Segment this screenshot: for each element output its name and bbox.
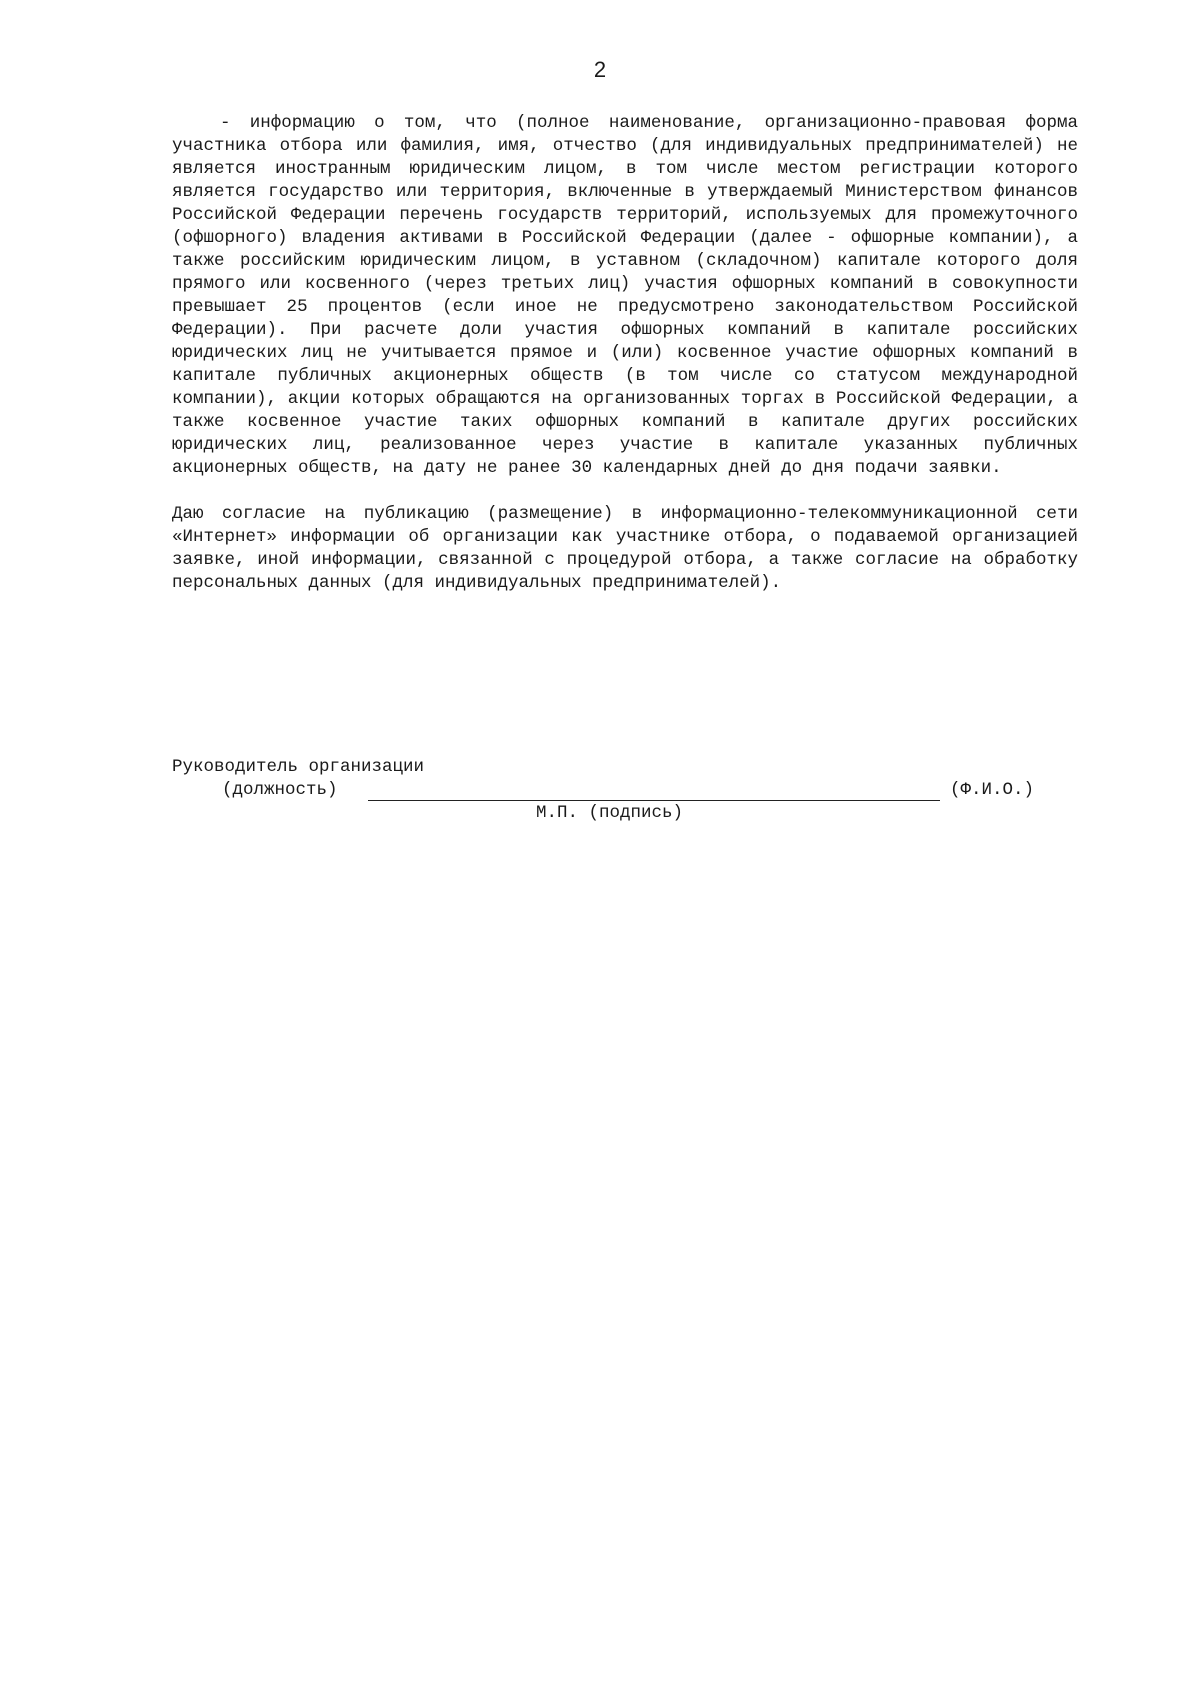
signature-block — [172, 756, 1078, 846]
stamp-signature-label: М.П. (подпись) — [536, 803, 684, 823]
position-label: (должность) — [222, 780, 338, 800]
offshore-info-paragraph: - информацию о том, что (полное наименование, организационно-правовая форма участника отбора или фамилия, имя, отчество (для индивидуальных предпринимателей) не является иностранным юридическим лицом, в том числе местом регистрации которого является государство или территория, включенные в утверждаемый Министерством финансов Российской Федерации перечень государств территорий, используемых для промежуточного (офшорного) владения активами в Российской Федерации (далее - офшорные компании), а также российским юридическим лицом, в уставном (складочном) капитале которого доля прямого или косвенного (через третьих лиц) участия офшорных компаний в совокупности превышает 25 процентов (если иное не предусмотрено законодательством Российской Федерации). При расчете доли участия офшорных компаний в капитале российских юридических лиц не учитывается прямое и (или) косвенное участие офшорных компаний в капитале публичных акционерных обществ (в том числе со статусом международной компании), акции которых обращаются на организованных торгах в Российской Федерации, а также косвенное участие таких офшорных компаний в капитале других российских юридических лиц, реализованное через участие в капитале указанных публичных акционерных обществ, на дату не ранее 30 календарных дней до дня подачи заявки. — [172, 113, 1078, 478]
signature-line — [368, 800, 940, 801]
signature-head: Руководитель организации — [172, 757, 425, 777]
consent-paragraph: Даю согласие на публикацию (размещение) в информационно-телекоммуникационной сети «Интернет» информации об организации как участнике отбора, о подаваемой организацией заявке, иной информации, связанной с процедурой отбора, а также согласие на обработку персональных данных (для индивидуальных предпринимателей). — [172, 504, 1078, 593]
page-number: 2 — [593, 57, 607, 82]
document-body — [172, 112, 1078, 595]
fio-label: (Ф.И.О.) — [950, 780, 1035, 800]
